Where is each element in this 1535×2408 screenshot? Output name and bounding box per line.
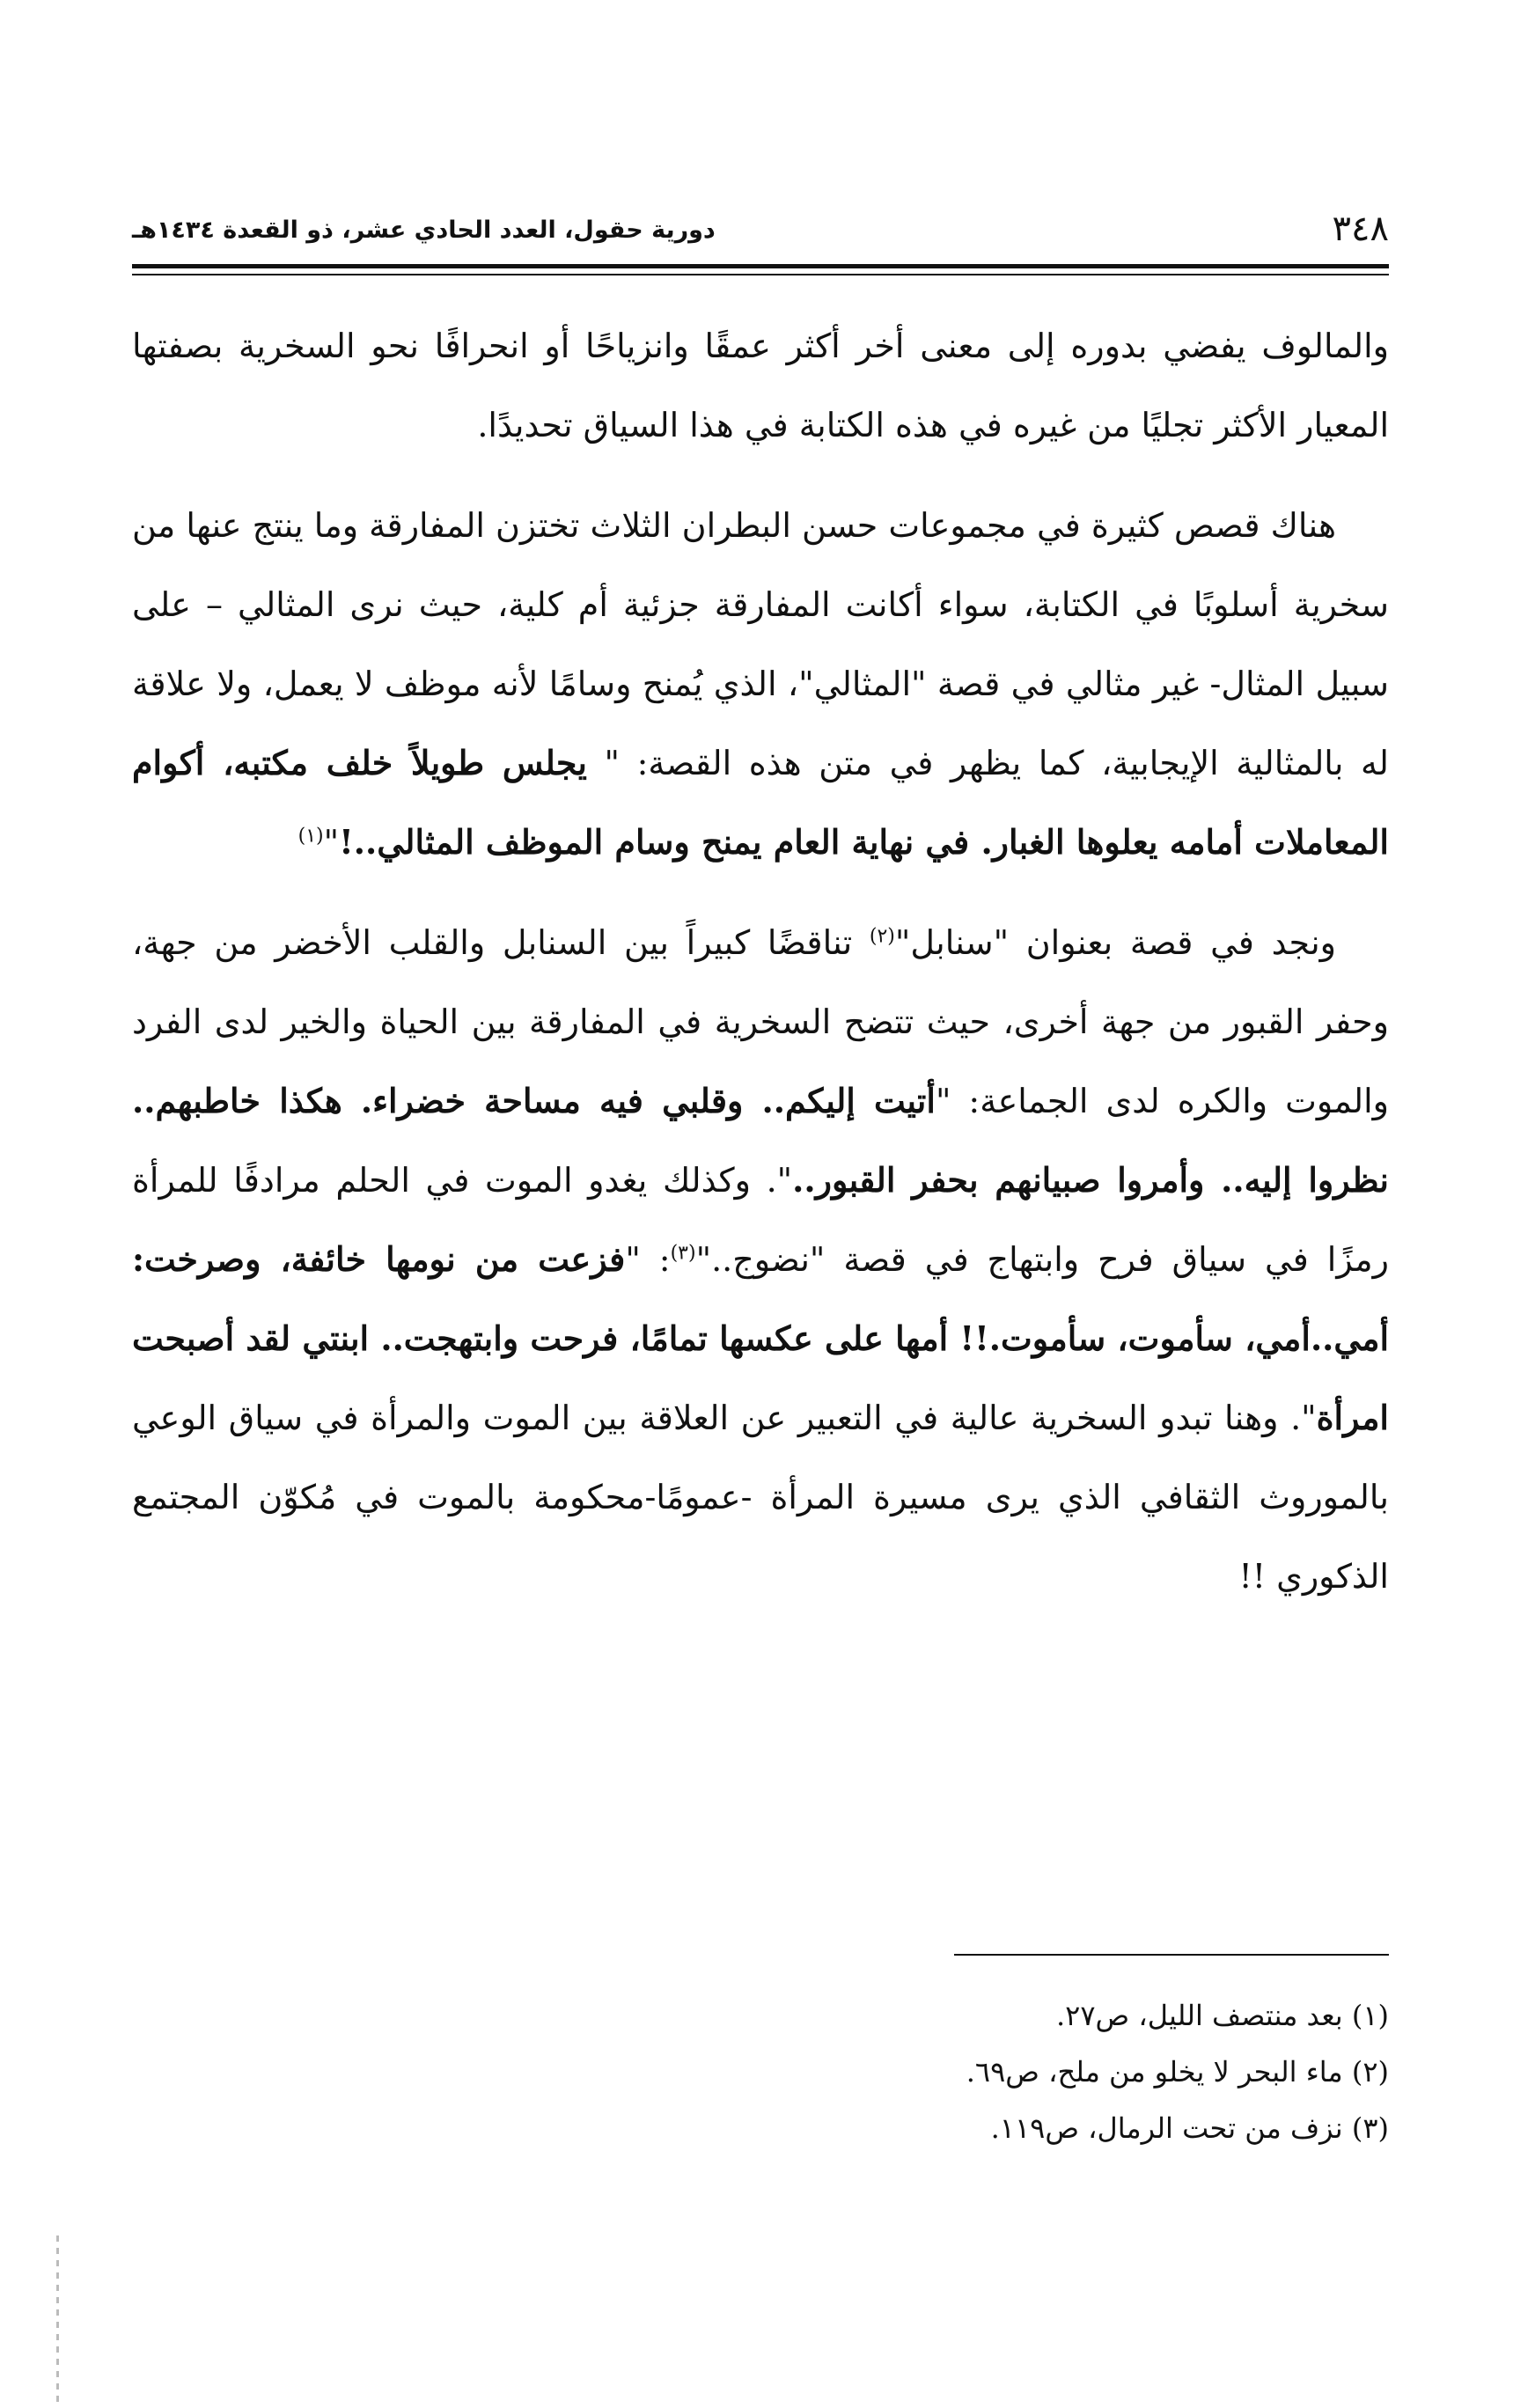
body-text xyxy=(132,306,1389,1637)
header-rule-thin xyxy=(132,274,1389,275)
footnote-ref-1[interactable]: (١) xyxy=(297,825,324,848)
footnote-separator xyxy=(954,1954,1389,1956)
page-number: ٣٤٨ xyxy=(1332,209,1389,249)
footnote-1: (١) بعد منتصف الليل، ص٢٧. xyxy=(1056,1999,1389,2032)
quote-close: " xyxy=(323,823,340,862)
footnotes xyxy=(421,1987,1389,2156)
paragraph-3-b: تناقضًا كبيراً بين السنابل والقلب الأخضر من جهة، وحفر القبور من جهة أخرى، حيث تتضح السخرية في المفارقة بين الحياة والخير لدى الفرد والموت والكره لدى الجماعة: " xyxy=(132,923,1389,1120)
running-header xyxy=(132,204,1389,257)
footnote-2: (٢) ماء البحر لا يخلو من ملح، ص٦٩. xyxy=(966,2055,1389,2089)
paragraph-3-e: ". وهنا تبدو السخرية عالية في التعبير عن العلاقة بين الموت والمرأة في سياق الوعي بالموروث الثقافي الذي يرى مسيرة المرأة -عمومًا-محكومة بالموت في مُكوّن المجتمع الذكوري !! xyxy=(132,1399,1389,1596)
journal-citation: دورية حقول، العدد الحادي عشر، ذو القعدة ١٤٣٤هـ xyxy=(132,217,716,244)
header-rule-thick xyxy=(132,264,1389,268)
paragraph-3-c: ". وكذلك يغدو الموت في الحلم مرادفًا للمرأة رمزًا في سياق فرح وابتهاج في قصة "نضوج.." xyxy=(132,1161,1389,1279)
quote-the-ideal: يجلس طويلاً خلف مكتبه، أكوام المعاملات أمامه يعلوها الغبار. في نهاية العام يمنح وسام الموظف المثالي..! xyxy=(132,743,1389,862)
quote-nudooj: فزعت من نومها خائفة، وصرخت: أمي..أمي، سأموت، سأموت.!! أمها على عكسها تمامًا، فرحت وابتهجت.. ابنتي لقد أصبحت امرأة xyxy=(132,1239,1389,1437)
paragraph-3 xyxy=(132,903,1389,1616)
paragraph-2 xyxy=(132,486,1389,882)
gutter-marks xyxy=(56,2235,59,2403)
quote-sanabel: أتيت إليكم.. وقلبي فيه مساحة خضراء. هكذا خاطبهم.. نظروا إليه.. وأمروا صبيانهم بحفر القبور.. xyxy=(132,1081,1389,1200)
footnote-ref-2[interactable]: (٢) xyxy=(869,925,895,948)
footnote-3: (٣) نزف من تحت الرمال، ص١١٩. xyxy=(990,2111,1389,2145)
paragraph-3-a: ونجد في قصة بعنوان "سنابل" xyxy=(894,923,1337,962)
paragraph-1: والمالوف يفضي بدوره إلى معنى أخر أكثر عمقًا وانزياحًا أو انحرافًا نحو السخرية بصفتها المعيار الأكثر تجليًا من غيره في هذه الكتابة في هذا السياق تحديدًا. xyxy=(132,327,1389,444)
paragraph-2-text: هناك قصص كثيرة في مجموعات حسن البطران الثلاث تختزن المفارقة وما ينتج عنها من سخرية أسلوبًا في الكتابة، سواء أكانت المفارقة جزئية أم كلية، حيث نرى المثالي – على سبيل المثال- غير مثالي في قصة "المثالي"، الذي يُمنح وسامًا لأنه موظف لا يعمل، ولا علاقة له بالمثالية الإيجابية، كما يظهر في متن هذه القصة: " xyxy=(132,506,1389,782)
paragraph-3-d: : " xyxy=(625,1240,671,1279)
footnote-ref-3[interactable]: (٣) xyxy=(670,1242,696,1265)
